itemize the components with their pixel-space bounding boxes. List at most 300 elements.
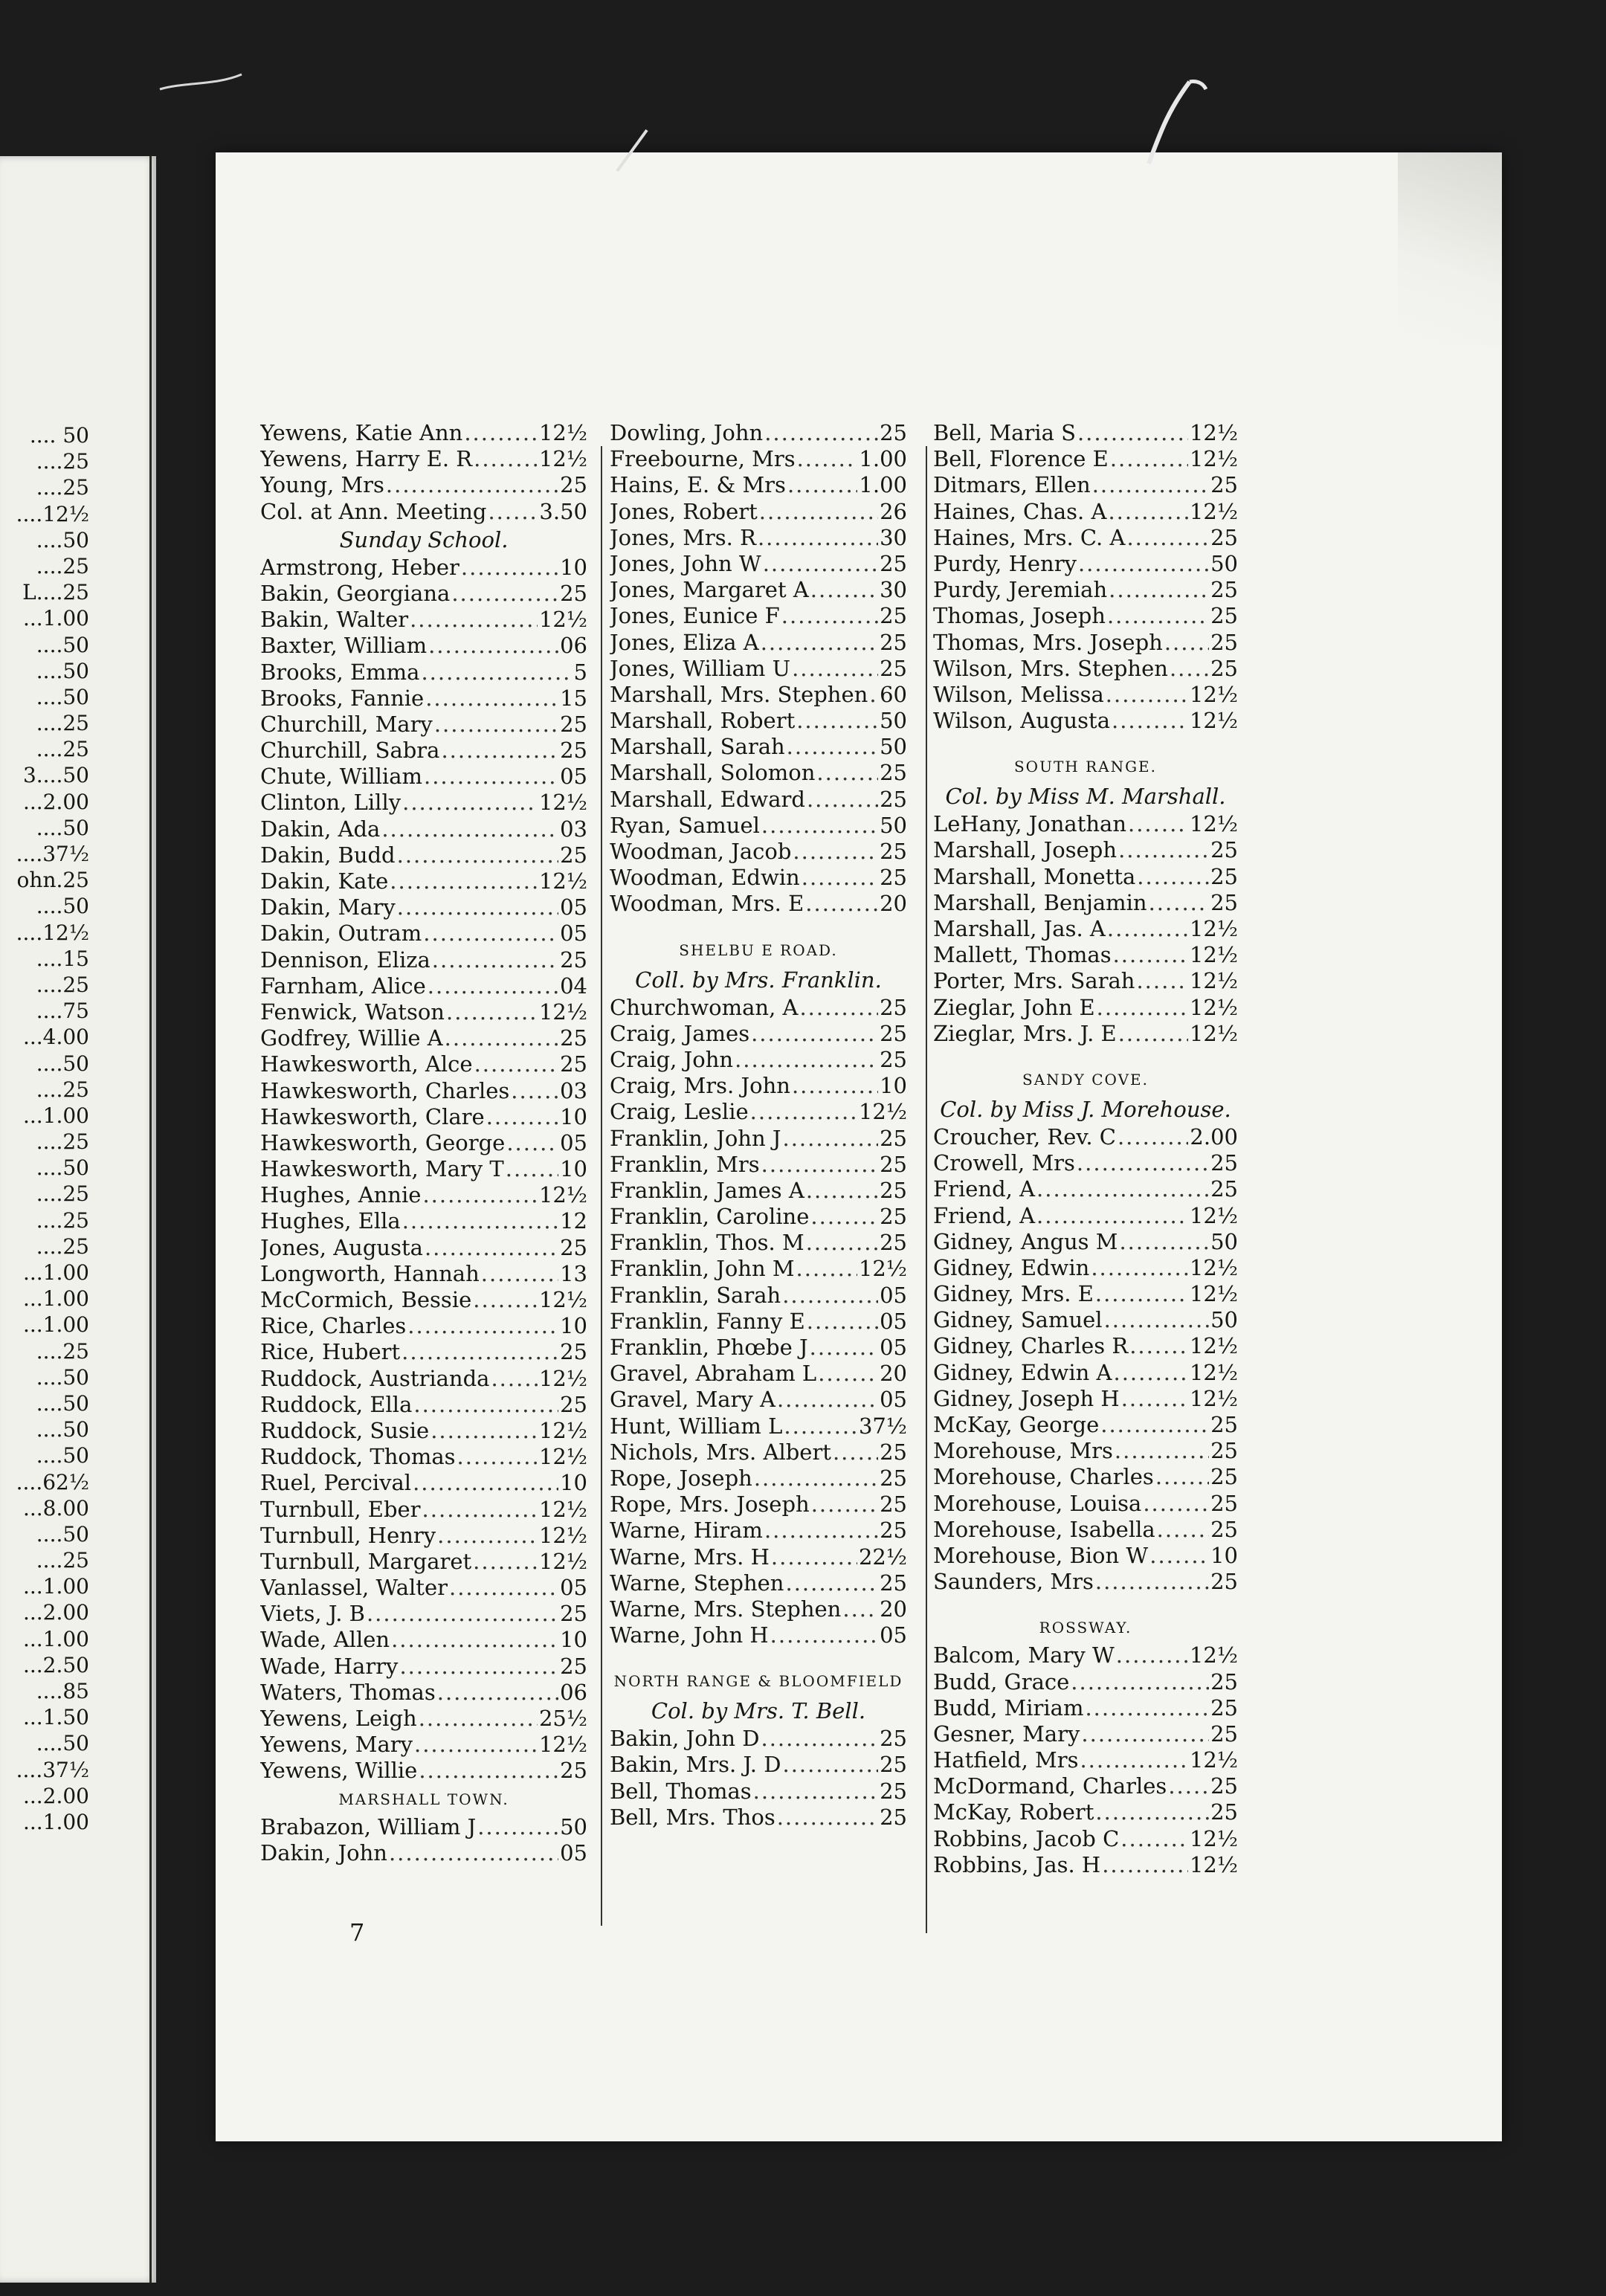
donation-amount: 12½	[538, 1182, 587, 1208]
donor-name: Armstrong, Heber	[260, 554, 459, 580]
donor-name: Freebourne, Mrs	[610, 446, 796, 472]
donor-name: Hawkesworth, George	[260, 1129, 506, 1155]
leader-dots	[386, 472, 558, 498]
donor-entry	[260, 1814, 587, 1840]
leader-dots	[751, 1021, 878, 1047]
leader-dots	[818, 1361, 878, 1387]
leader-dots	[810, 577, 878, 603]
leader-dots	[451, 581, 558, 607]
leader-dots	[461, 555, 558, 581]
left-page-amount: ....25	[36, 737, 89, 762]
donation-amount: 25	[880, 1570, 907, 1596]
leader-dots	[1113, 1360, 1188, 1386]
left-page-amount: ....12½	[16, 501, 89, 526]
leader-dots	[1095, 1281, 1188, 1307]
donor-entry	[260, 894, 587, 920]
donor-entry	[260, 1601, 587, 1627]
leader-dots	[842, 1596, 878, 1622]
donation-amount: 12½	[1189, 1642, 1238, 1668]
donor-name: Gidney, Edwin A	[933, 1359, 1112, 1385]
donor-entry	[933, 499, 1238, 525]
leader-dots	[777, 1387, 878, 1413]
donation-amount: 10	[1210, 1542, 1238, 1568]
leader-dots	[810, 1335, 878, 1361]
left-page-amount: ...2.00	[22, 1600, 89, 1625]
donor-entry	[610, 1126, 907, 1152]
left-page-amount: ...1.50	[22, 1705, 89, 1730]
donor-name: Hains, E. & Mrs	[610, 472, 786, 498]
donation-amount: 12½	[1189, 1359, 1238, 1385]
donor-entry	[260, 1627, 587, 1653]
left-page-amount: ....50	[36, 894, 89, 919]
donation-amount: 1.00	[859, 446, 907, 472]
donor-name: Balcom, Mary W	[933, 1642, 1115, 1668]
donor-entry	[933, 472, 1238, 498]
donation-amount: 25	[560, 472, 587, 498]
leader-dots	[481, 1261, 558, 1287]
donor-name: Ryan, Samuel	[610, 812, 760, 838]
leader-dots	[391, 1627, 558, 1653]
donation-amount: 25	[1210, 1694, 1238, 1721]
donation-amount: 25	[880, 839, 907, 864]
donor-entry	[610, 1752, 907, 1778]
donor-entry	[260, 446, 587, 472]
leader-dots	[796, 1256, 857, 1282]
leader-dots	[419, 1706, 538, 1732]
leader-dots	[777, 1805, 878, 1831]
leader-dots	[1112, 708, 1188, 734]
donor-name: Wilson, Melissa	[933, 681, 1104, 707]
donor-entry	[610, 1544, 907, 1570]
donor-name: Young, Mrs	[260, 472, 384, 498]
donor-name: Dowling, John	[610, 420, 764, 445]
donation-amount: 30	[880, 524, 907, 550]
left-page-amount: ....25	[36, 475, 89, 500]
donor-name: Franklin, Sarah	[610, 1282, 781, 1308]
donation-amount: 05	[560, 894, 587, 920]
leader-dots	[422, 1182, 538, 1208]
donor-entry	[933, 1669, 1238, 1695]
donor-entry	[933, 1799, 1238, 1825]
donor-name: Dakin, Kate	[260, 868, 389, 894]
donation-amount: 20	[880, 891, 907, 917]
leader-dots	[402, 1208, 558, 1234]
leader-dots	[1071, 1669, 1209, 1695]
leader-dots	[423, 920, 558, 947]
donor-entry	[610, 1309, 907, 1335]
section-heading: NORTH RANGE & BLOOMFIELD	[613, 1672, 903, 1691]
donation-amount: 25	[880, 1151, 907, 1177]
donor-name: Warne, Stephen	[610, 1570, 784, 1596]
left-page-amount: ....62½	[16, 1469, 89, 1494]
leader-dots	[1149, 1543, 1209, 1569]
donor-name: LeHany, Jonathan	[933, 811, 1126, 837]
left-page-amount: ....50	[36, 1390, 89, 1416]
donation-amount: 25	[560, 1234, 587, 1260]
left-page-amount: ....50	[36, 1521, 89, 1547]
donor-entry	[933, 446, 1238, 472]
left-page-amount: ...1.00	[22, 606, 89, 631]
left-page-amount: ....50	[36, 1155, 89, 1181]
donation-amount: 3.50	[539, 498, 587, 524]
donor-entry	[933, 1438, 1238, 1464]
donation-amount: 25	[880, 1752, 907, 1778]
leader-dots	[1170, 656, 1209, 682]
donor-entry	[260, 764, 587, 790]
donation-amount: 12½	[1189, 1385, 1238, 1411]
left-page-amount: ...1.00	[22, 1103, 89, 1128]
donor-name: Chute, William	[260, 764, 422, 790]
donor-name: Gravel, Mary A	[610, 1387, 775, 1413]
donor-name: Morehouse, Louisa	[933, 1490, 1142, 1516]
left-page-amount: ....50	[36, 1364, 89, 1390]
donation-amount: 25	[880, 1046, 907, 1072]
donor-name: Saunders, Mrs	[933, 1569, 1094, 1595]
leader-dots	[806, 1230, 878, 1256]
donor-name: Franklin, John M	[610, 1256, 795, 1282]
left-page-amount: ...4.00	[22, 1025, 89, 1050]
left-page-amount: ....50	[36, 527, 89, 552]
donor-name: Franklin, John J	[610, 1125, 781, 1151]
donor-entry	[260, 1208, 587, 1234]
donor-entry	[933, 682, 1238, 708]
donor-name: Brooks, Fannie	[260, 685, 425, 711]
donor-name: Gidney, Charles R	[933, 1333, 1129, 1359]
donor-name: Marshall, Solomon	[610, 760, 816, 786]
donor-name: Yewens, Willie	[260, 1758, 418, 1784]
donation-amount: 50	[1210, 550, 1238, 576]
left-page-amount: ....12½	[16, 920, 89, 945]
donor-name: Hawkesworth, Alce	[260, 1051, 473, 1077]
donor-name: Gidney, Angus M	[933, 1228, 1118, 1254]
left-page-amount: ...1.00	[22, 1626, 89, 1651]
donor-entry	[610, 1335, 907, 1361]
column-divider-2	[926, 446, 927, 1933]
donor-name: Marshall, Mrs. Stephen	[610, 681, 868, 707]
donation-amount: 25	[880, 1726, 907, 1752]
donation-amount: 25	[560, 580, 587, 606]
leader-dots	[1143, 1491, 1209, 1517]
donation-amount: 25	[880, 786, 907, 812]
donor-name: Woodman, Edwin	[610, 865, 800, 891]
donor-entry	[933, 811, 1238, 837]
leader-dots	[802, 865, 878, 891]
leader-dots	[1077, 420, 1188, 446]
left-page-amount: ...1.00	[22, 1286, 89, 1312]
donor-name: Bakin, Walter	[260, 607, 409, 633]
donor-entry	[933, 1517, 1238, 1543]
donor-name: Bakin, Georgiana	[260, 580, 451, 606]
gutter-line	[149, 156, 152, 2283]
donor-entry	[610, 734, 907, 760]
donation-amount: 25	[880, 1804, 907, 1830]
donor-entry	[260, 1758, 587, 1784]
donor-name: Friend, A	[933, 1202, 1036, 1228]
leader-dots	[796, 708, 878, 734]
pen-mark-left	[156, 67, 245, 97]
donor-name: Dakin, Budd	[260, 842, 396, 868]
donor-entry	[933, 1826, 1238, 1852]
donation-amount: 06	[560, 633, 587, 659]
donation-amount: 12½	[1189, 446, 1238, 472]
donor-name: Franklin, Thos. M	[610, 1230, 804, 1256]
donor-entry	[933, 1412, 1238, 1438]
donation-amount: 12½	[538, 999, 587, 1025]
left-page-amount: ...1.00	[22, 1312, 89, 1338]
leader-dots	[1115, 1438, 1209, 1464]
leader-dots	[764, 1518, 878, 1544]
leader-dots	[1118, 837, 1209, 863]
leader-dots	[1110, 446, 1188, 472]
donor-entry	[260, 712, 587, 738]
left-page-amount: ....50	[36, 1443, 89, 1468]
donor-name: Ruddock, Thomas	[260, 1444, 456, 1470]
leader-dots	[1149, 890, 1210, 916]
donor-name: Jones, Augusta	[260, 1234, 423, 1260]
leader-dots	[1106, 682, 1188, 708]
donation-amount: 25	[880, 1204, 907, 1230]
donor-column-2	[610, 420, 907, 1831]
donor-entry	[610, 1518, 907, 1544]
donor-name: Dakin, Mary	[260, 894, 396, 920]
donation-amount: 25	[1210, 1773, 1238, 1799]
donation-amount: 12½	[538, 790, 587, 816]
donation-amount: 30	[880, 577, 907, 603]
donor-entry	[260, 607, 587, 633]
donation-amount: 12½	[1189, 1254, 1238, 1280]
donor-entry	[610, 525, 907, 551]
leader-dots	[783, 1752, 879, 1778]
donor-name: Baxter, William	[260, 633, 428, 659]
donor-entry	[933, 525, 1238, 551]
left-page-amount: ....25	[36, 1129, 89, 1155]
leader-dots	[410, 607, 538, 633]
donation-amount: 25	[1210, 577, 1238, 603]
donor-entry	[610, 839, 907, 865]
donation-amount: 03	[560, 816, 587, 842]
donor-name: Farnham, Alice	[260, 973, 426, 999]
donor-name: Longworth, Hannah	[260, 1260, 480, 1286]
donor-name: Zieglar, Mrs. J. E	[933, 1020, 1117, 1046]
donor-entry	[933, 1176, 1238, 1202]
donor-name: Hawkesworth, Charles	[260, 1077, 510, 1103]
donor-name: Marshall, Robert	[610, 708, 796, 734]
leader-dots	[811, 1492, 878, 1518]
section-heading: ROSSWAY.	[1039, 1619, 1132, 1637]
donor-name: Warne, Hiram	[610, 1518, 763, 1544]
leader-dots	[735, 1047, 878, 1073]
leader-dots	[1085, 1695, 1209, 1721]
leader-dots	[1078, 551, 1209, 577]
leader-dots	[1121, 1386, 1188, 1412]
left-page-amount: ...1.00	[22, 1574, 89, 1599]
left-page-amount: ....50	[36, 684, 89, 709]
leader-dots	[407, 1313, 558, 1339]
leader-dots	[1102, 1852, 1188, 1878]
leader-dots	[750, 1099, 857, 1125]
leader-dots	[511, 1078, 558, 1104]
donor-name: Col. at Ann. Meeting	[260, 498, 487, 524]
donor-name: Haines, Chas. A	[933, 498, 1107, 524]
leader-dots	[413, 1392, 558, 1418]
left-page-amount: ....25	[36, 972, 89, 997]
donor-entry	[260, 1470, 587, 1496]
donor-entry	[933, 656, 1238, 682]
donor-entry	[260, 1156, 587, 1182]
donor-entry	[933, 837, 1238, 863]
donation-amount: 25	[880, 1465, 907, 1491]
donor-entry	[260, 790, 587, 816]
leader-dots	[771, 1544, 857, 1570]
collector-heading: Col. by Miss J. Morehouse.	[940, 1096, 1231, 1122]
donation-amount: 10	[560, 1103, 587, 1129]
donation-amount: 25	[1210, 1668, 1238, 1694]
donation-amount: 50	[1210, 1307, 1238, 1333]
donation-amount: 10	[560, 1156, 587, 1182]
donation-amount: 12½	[538, 1365, 587, 1391]
donation-amount: 25	[1210, 1438, 1238, 1464]
donation-amount: 12½	[1189, 942, 1238, 968]
donation-amount: 25	[880, 1439, 907, 1465]
donor-name: Yewens, Harry E. R	[260, 446, 473, 472]
donation-amount: 12½	[538, 1496, 587, 1522]
donor-entry	[260, 1654, 587, 1680]
pen-mark-top-right	[1145, 67, 1279, 171]
donor-name: Haines, Mrs. C. A	[933, 524, 1126, 550]
leader-dots	[793, 839, 878, 865]
donor-entry	[260, 1078, 587, 1104]
donation-amount: 12½	[1189, 498, 1238, 524]
donor-name: Nichols, Mrs. Albert	[610, 1439, 831, 1465]
donor-entry	[933, 1360, 1238, 1386]
donation-amount: 10	[560, 1470, 587, 1496]
donor-name: Marshall, Joseph	[933, 837, 1118, 863]
donation-amount: 05	[880, 1387, 907, 1413]
donor-name: Brabazon, William J	[260, 1813, 477, 1839]
donor-entry	[610, 1596, 907, 1622]
donor-name: Warne, Mrs. Stephen	[610, 1596, 842, 1622]
leader-dots	[1120, 1826, 1188, 1852]
leader-dots	[437, 1523, 538, 1549]
donor-name: Hunt, William L	[610, 1413, 783, 1439]
donor-entry	[610, 1152, 907, 1178]
leader-dots	[753, 1779, 878, 1805]
section-heading: MARSHALL TOWN.	[338, 1790, 509, 1808]
leader-dots	[761, 1152, 878, 1178]
donor-entry	[260, 738, 587, 764]
donor-entry	[933, 1543, 1238, 1569]
donation-amount: 50	[880, 708, 907, 734]
donor-name: Godfrey, Willie A	[260, 1025, 443, 1051]
donor-entry	[260, 472, 587, 498]
donor-name: Morehouse, Bion W	[933, 1542, 1149, 1568]
donor-entry	[260, 660, 587, 686]
left-page-amount: ....85	[36, 1679, 89, 1703]
donor-name: Dakin, Outram	[260, 920, 422, 947]
donor-name: Yewens, Mary	[260, 1732, 413, 1758]
leader-dots	[807, 787, 878, 813]
donor-entry	[610, 1726, 907, 1752]
donation-amount: 12½	[538, 1548, 587, 1574]
left-page-amount: ....25	[36, 1207, 89, 1233]
donation-amount: 25	[560, 1601, 587, 1627]
leader-dots	[477, 1814, 558, 1840]
donor-entry	[260, 1575, 587, 1601]
left-page-amount: ....25	[36, 449, 89, 474]
donor-name: Purdy, Jeremiah	[933, 577, 1108, 603]
donor-entry	[610, 551, 907, 577]
donor-name: Morehouse, Charles	[933, 1464, 1154, 1490]
left-page-amount: ...8.00	[22, 1495, 89, 1521]
leader-dots	[1080, 1747, 1188, 1773]
donor-entry	[610, 1439, 907, 1465]
donation-amount: 25	[880, 655, 907, 681]
donor-entry	[933, 1255, 1238, 1281]
donor-entry	[260, 1366, 587, 1392]
leader-dots	[428, 633, 558, 659]
donation-amount: 25	[880, 1020, 907, 1046]
donor-column-1	[260, 420, 587, 1866]
donor-name: Wilson, Mrs. Stephen	[933, 655, 1168, 681]
donor-name: Purdy, Henry	[933, 550, 1077, 576]
leader-dots	[805, 891, 878, 917]
donor-name: Fenwick, Watson	[260, 999, 445, 1025]
donation-amount: 12½	[538, 607, 587, 633]
donor-name: Rice, Charles	[260, 1313, 407, 1339]
donation-amount: 20	[880, 1361, 907, 1387]
donor-name: Gidney, Edwin	[933, 1254, 1090, 1280]
donor-entry	[933, 995, 1238, 1021]
donation-amount: 25	[1210, 1412, 1238, 1437]
leader-dots	[754, 1465, 878, 1492]
leader-dots	[434, 712, 558, 738]
donor-entry	[260, 633, 587, 659]
donation-amount: 25	[1210, 655, 1238, 681]
donation-amount: 12½	[1189, 994, 1238, 1020]
column-divider-1	[601, 446, 602, 1926]
leader-dots	[473, 1287, 538, 1313]
leader-dots	[1168, 1773, 1209, 1799]
donor-entry	[610, 1465, 907, 1492]
leader-dots	[414, 1732, 538, 1758]
donor-entry	[933, 1695, 1238, 1721]
donor-entry	[933, 1852, 1238, 1878]
donor-entry	[610, 1021, 907, 1047]
leader-dots	[806, 1178, 878, 1204]
donation-amount: 50	[880, 734, 907, 760]
donor-name: Turnbull, Henry	[260, 1522, 436, 1548]
donor-entry	[610, 865, 907, 891]
leader-dots	[810, 1204, 878, 1230]
leader-dots	[1118, 1021, 1188, 1047]
donor-name: Hughes, Ella	[260, 1208, 401, 1234]
donor-name: Warne, John H	[610, 1622, 769, 1648]
donation-amount: 12½	[1189, 1020, 1238, 1046]
donation-amount: 12½	[1189, 681, 1238, 707]
donor-entry	[933, 420, 1238, 446]
donor-entry	[260, 686, 587, 712]
leader-dots	[1119, 1229, 1209, 1255]
left-page-amount: ....37½	[16, 842, 89, 866]
donor-name: Bell, Mrs. Thos	[610, 1804, 775, 1830]
donor-entry	[610, 1047, 907, 1073]
donation-amount: 12½	[1189, 1825, 1238, 1851]
donor-entry	[933, 1773, 1238, 1799]
donor-entry	[933, 942, 1238, 968]
leader-dots	[784, 1413, 857, 1439]
donor-entry	[260, 555, 587, 581]
donation-amount: 25	[560, 1339, 587, 1365]
